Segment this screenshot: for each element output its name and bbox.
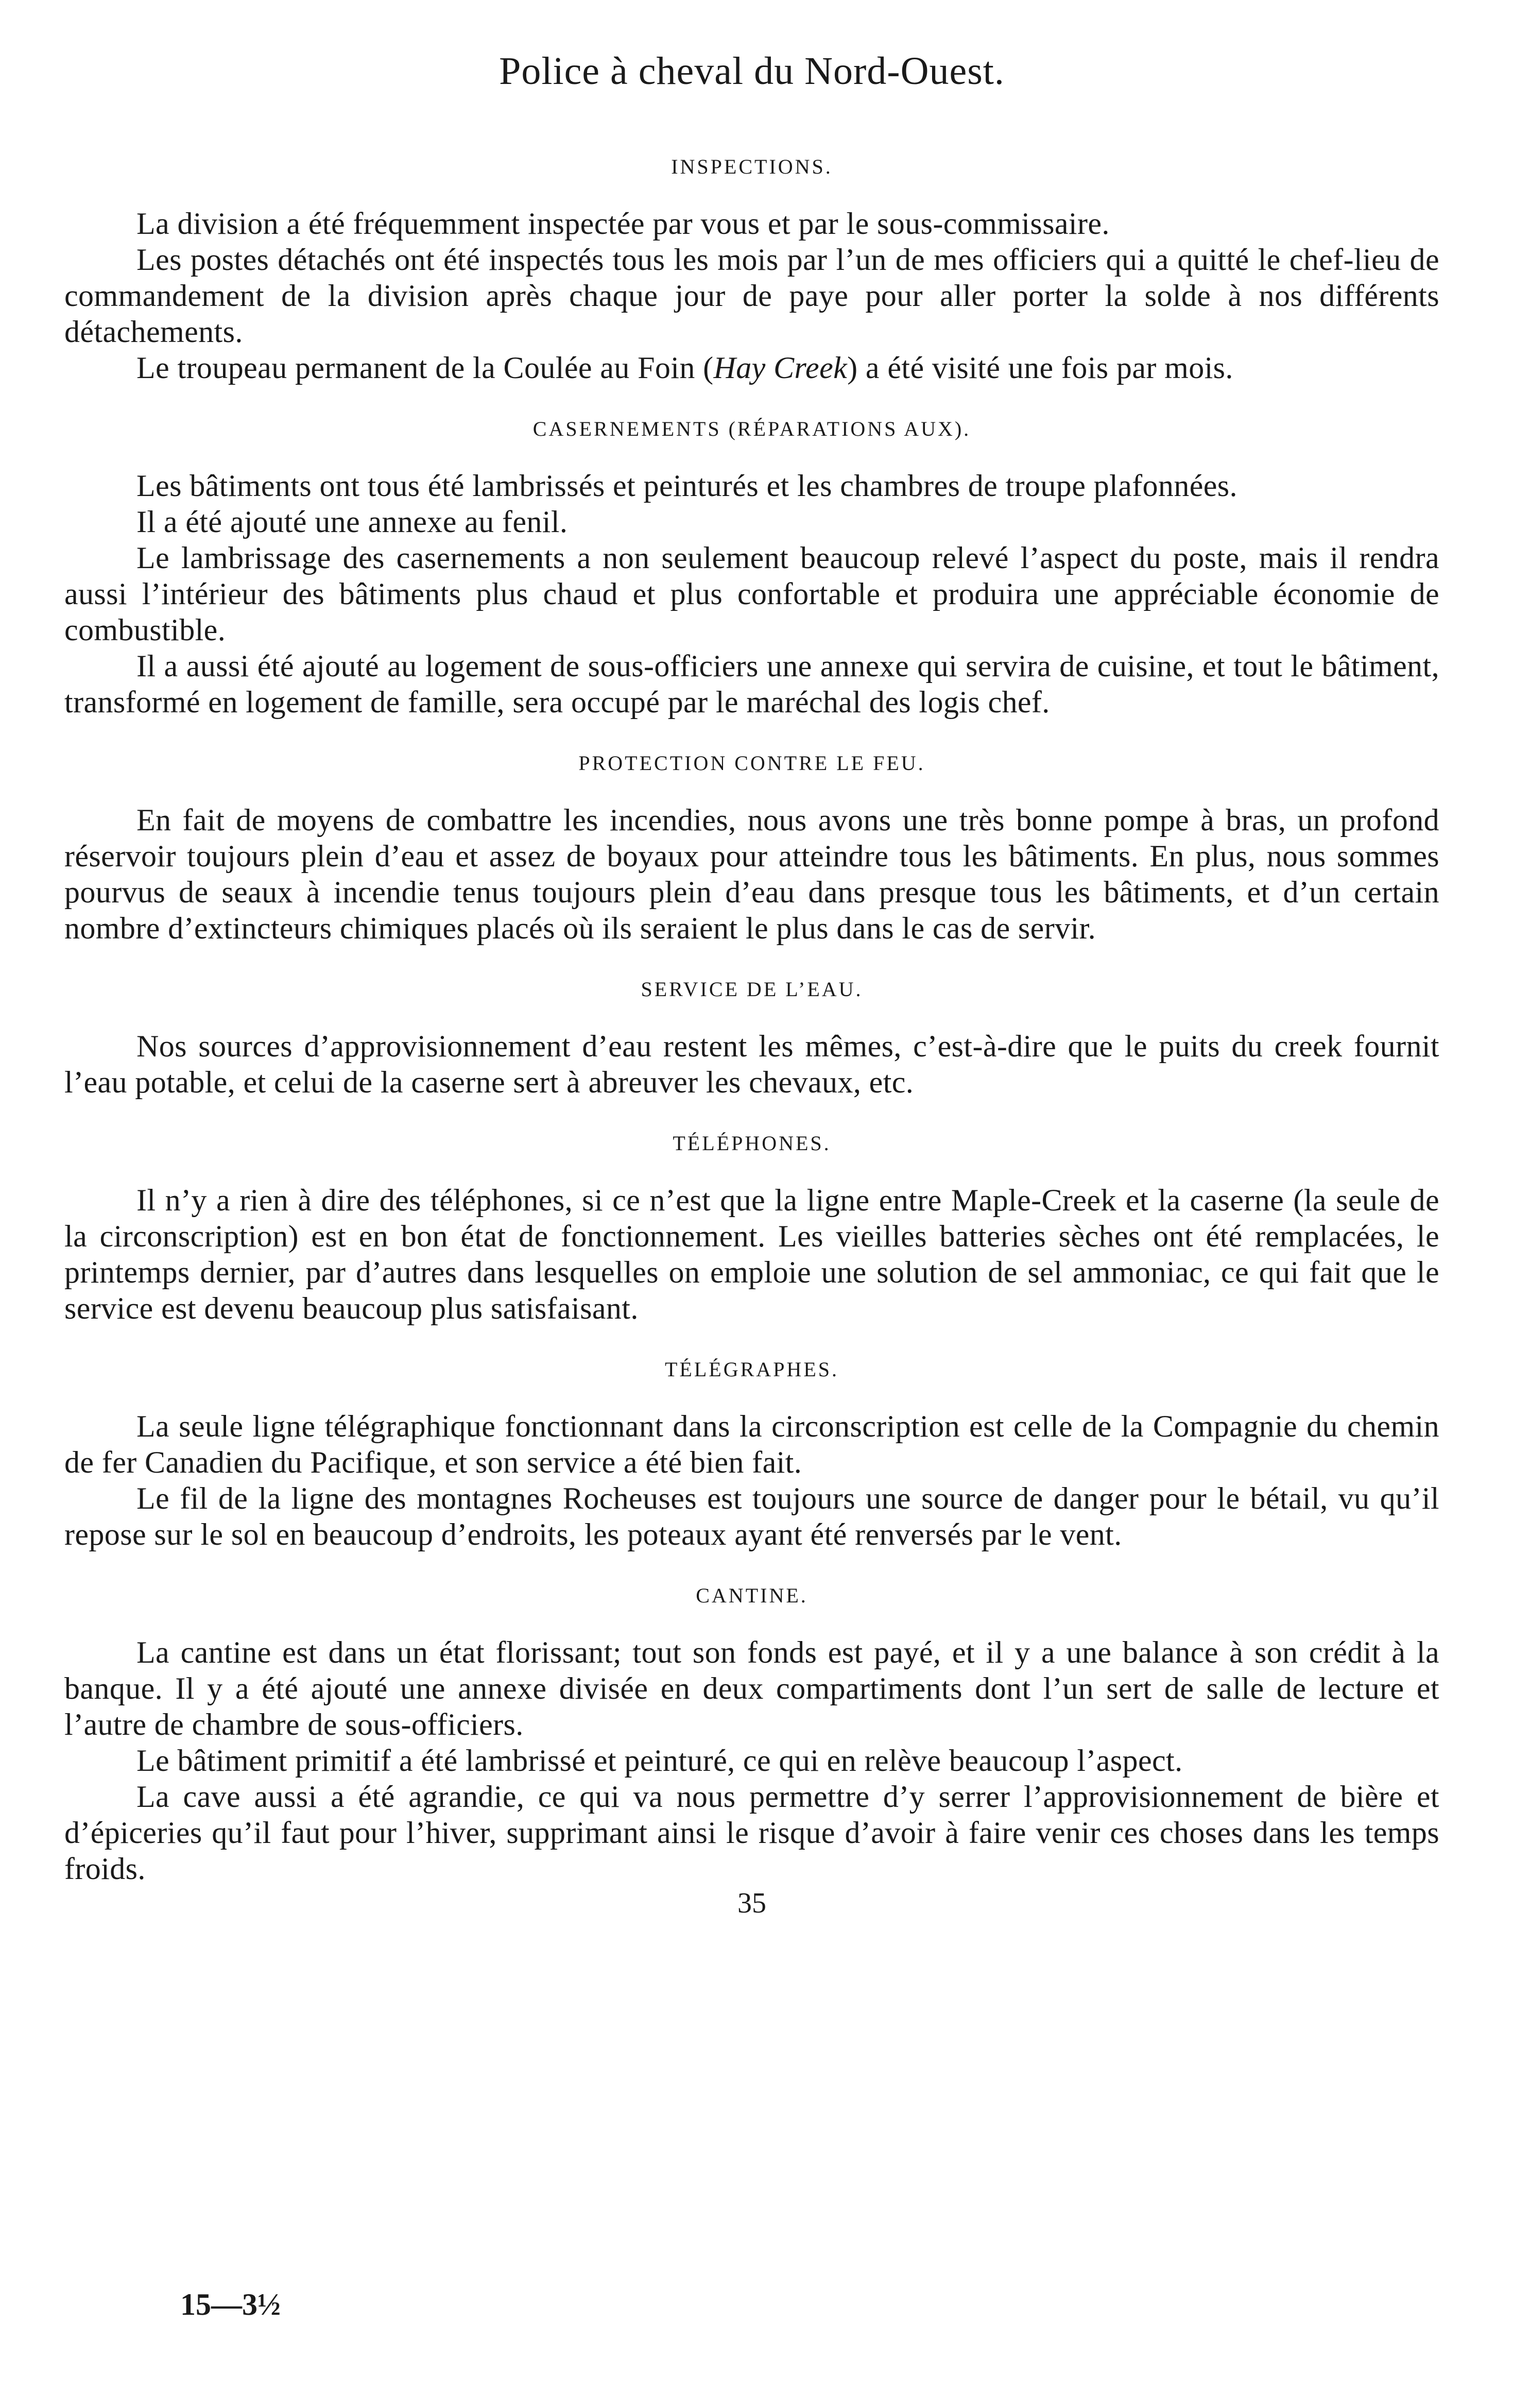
section-telegraphes [64,1357,1439,1552]
section-heading: CANTINE. [696,1584,808,1607]
sections [64,155,1439,1887]
paragraph: La cantine est dans un état florissant; tout son fonds est payé, et il y a une balance à son crédit à la banque. Il y a été ajouté une annexe divisée en deux compartiments dont l’un sert de salle de lecture et l’autre de chambre de sous-officiers. [64,1635,1439,1741]
paragraph: Il a aussi été ajouté au logement de sous-officiers une annexe qui servira de cuisine, et tout le bâtiment, transformé en logement de famille, sera occupé par le maréchal des logis chef. [64,649,1439,719]
paragraph: La seule ligne télégraphique fonctionnant dans la circonscription est celle de la Compagnie du chemin de fer Canadien du Pacifique, et son service a été bien fait. [64,1409,1439,1479]
paragraph: Les bâtiments ont tous été lambrissés et peinturés et les chambres de troupe plafonnées. [136,469,1237,503]
section-heading: CASERNEMENTS (RÉPARATIONS AUX). [532,417,971,440]
paragraph: La cave aussi a été agrandie, ce qui va nous permettre d’y serrer l’approvisionnement de bière et d’épiceries qu’il faut pour l’hiver, supprimant ainsi le risque d’avoir à faire venir ces choses dans les temps froids. [64,1780,1439,1886]
paragraph: Le bâtiment primitif a été lambrissé et peinturé, ce qui en relève beaucoup l’aspect. [136,1744,1183,1778]
section-heading: PROTECTION CONTRE LE FEU. [578,752,925,775]
paragraph: Le lambrissage des casernements a non seulement beaucoup relevé l’aspect du poste, mais il rendra aussi l’intérieur des bâtiments plus chaud et plus confortable et produira une appréciable économie de combustible. [64,541,1439,647]
paragraph: Le fil de la ligne des montagnes Rocheuses est toujours une source de danger pour le bétail, vu qu’il repose sur le sol en beaucoup d’endroits, les poteaux ayant été renversés par le vent. [64,1481,1439,1551]
section-heading: SERVICE DE L’EAU. [641,978,863,1001]
section-heading: TÉLÉPHONES. [673,1132,831,1155]
running-head: Police à cheval du Nord-Ouest. [499,49,1005,93]
paragraph: Nos sources d’approvisionnement d’eau restent les mêmes, c’est-à-dire que le puits du creek fournit l’eau potable, et celui de la caserne sert à abreuver les chevaux, etc. [64,1029,1439,1099]
paragraph: Il a été ajouté une annexe au fenil. [136,505,568,539]
italic-term: Hay Creek [713,351,848,385]
section-heading: TÉLÉGRAPHES. [665,1358,839,1381]
paragraph: La division a été fréquemment inspectée par vous et par le sous-commissaire. [136,207,1110,241]
paragraph: Le troupeau permanent de la Coulée au Foin (Hay Creek) a été visité une fois par mois. [136,351,1233,385]
paragraph: En fait de moyens de combattre les incendies, nous avons une très bonne pompe à bras, un profond réservoir toujours plein d’eau et assez de boyaux pour atteindre tous les bâtiments. En plus, nous sommes pourvus de seaux à incendie tenus toujours plein d’eau dans presque tous les bâtiments, et d’un certain nombre d’extincteurs chimiques placés où ils seraient le plus dans le cas de servir. [64,803,1439,945]
section-heading: INSPECTIONS. [671,155,833,178]
section-service-eau [64,977,1439,1100]
paragraph: Il n’y a rien à dire des téléphones, si ce n’est que la ligne entre Maple-Creek et la caserne (la seule de la circonscription) est en bon état de fonctionnement. Les vieilles batteries sèches ont été remplacées, le printemps dernier, par d’autres dans lesquelles on emploie une solution de sel ammoniac, ce qui fait que le service est devenu beaucoup plus satisfaisant. [64,1183,1439,1325]
section-cantine [64,1583,1439,1887]
document-page [64,49,1439,1920]
paragraph: Les postes détachés ont été inspectés tous les mois par l’un de mes officiers qui a quitté le chef-lieu de commandement de la division après chaque jour de paye pour aller porter la solde à nos différents détachements. [64,243,1439,349]
signature-mark: 15—3½ [180,2287,281,2321]
section-inspections [64,155,1439,386]
section-telephones [64,1131,1439,1326]
page-number: 35 [737,1887,766,1919]
section-casernements [64,417,1439,720]
section-protection-feu [64,751,1439,946]
